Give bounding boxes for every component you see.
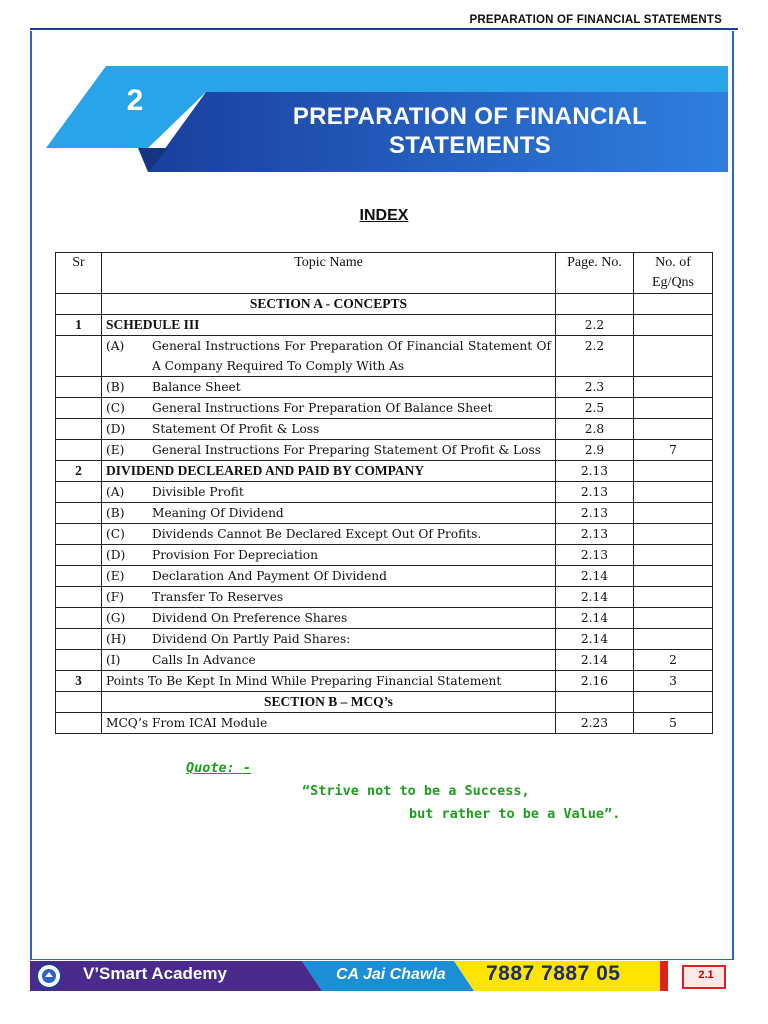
header-topic: Topic Name [102, 253, 556, 294]
table-row [56, 336, 713, 377]
row-text: Divisible Profit [152, 485, 244, 499]
row-count [634, 482, 713, 503]
row-page: 2.13 [556, 482, 634, 503]
row-page: 2.13 [556, 503, 634, 524]
chapter-title-line2: STATEMENTS [388, 132, 552, 159]
row-label: (H) [106, 632, 127, 646]
row-text: Transfer To Reserves [152, 590, 284, 604]
footer-red-strip [660, 961, 668, 991]
row-topic [102, 524, 556, 545]
running-header: PREPARATION OF FINANCIAL STATEMENTS [469, 14, 722, 26]
row-topic: SCHEDULE III [102, 315, 556, 336]
footer-phone: 7887 7887 05 [486, 962, 621, 985]
row-page: 2.16 [556, 671, 634, 692]
header-rule [30, 28, 738, 30]
row-topic [102, 545, 556, 566]
row-text: Meaning Of Dividend [152, 506, 284, 520]
row-topic [102, 482, 556, 503]
table-row [56, 566, 713, 587]
row-count [634, 377, 713, 398]
row-sr: 3 [56, 671, 102, 692]
table-row [56, 629, 713, 650]
academy-logo-icon [36, 963, 62, 989]
row-page: 2.13 [556, 545, 634, 566]
footer-brand: V’Smart Academy [83, 964, 227, 983]
quote-label: Quote: - [186, 760, 252, 776]
row-page: 2.14 [556, 587, 634, 608]
row-page: 2.14 [556, 566, 634, 587]
row-page: 2.14 [556, 608, 634, 629]
row-count [634, 587, 713, 608]
row-text: General Instructions For Preparation Of Financial Statement Of A Company Required To Comply With As [152, 339, 551, 373]
row-sr: 1 [56, 315, 102, 336]
row-topic [102, 629, 556, 650]
table-row [56, 524, 713, 545]
row-page: 2.14 [556, 629, 634, 650]
row-text: Calls In Advance [152, 653, 256, 667]
section-b-title: SECTION B – MCQ’s [102, 692, 556, 713]
row-text: General Instructions For Preparation Of Balance Sheet [152, 401, 493, 415]
row-page: 2.13 [556, 461, 634, 482]
row-count: 2 [634, 650, 713, 671]
row-topic: DIVIDEND DECLEARED AND PAID BY COMPANY [102, 461, 556, 482]
row-topic: MCQ’s From ICAI Module [102, 713, 556, 734]
header-count-line2: Eg/Qns [652, 275, 694, 290]
table-row [56, 545, 713, 566]
section-row [56, 692, 713, 713]
row-sr: 2 [56, 461, 102, 482]
header-page: Page. No. [556, 253, 634, 294]
table-row [56, 419, 713, 440]
row-label: (C) [106, 527, 125, 541]
row-label: (B) [106, 380, 125, 394]
row-page: 2.9 [556, 440, 634, 461]
row-count [634, 398, 713, 419]
table-row [56, 377, 713, 398]
quote-line1: “Strive not to be a Success, [302, 783, 530, 799]
section-row [56, 294, 713, 315]
table-row [56, 482, 713, 503]
row-text: Provision For Depreciation [152, 548, 318, 562]
row-count [634, 629, 713, 650]
row-label: (D) [106, 548, 126, 562]
row-count: 7 [634, 440, 713, 461]
section-a-title: SECTION A - CONCEPTS [102, 294, 556, 315]
row-topic [102, 608, 556, 629]
row-label: (G) [106, 611, 126, 625]
row-topic [102, 419, 556, 440]
table-row [56, 671, 713, 692]
row-count [634, 566, 713, 587]
row-text: Balance Sheet [152, 380, 241, 394]
row-label: (C) [106, 401, 125, 415]
row-page: 2.13 [556, 524, 634, 545]
row-count [634, 503, 713, 524]
row-label: (F) [106, 590, 124, 604]
row-count [634, 419, 713, 440]
table-row [56, 650, 713, 671]
row-text: Dividend On Preference Shares [152, 611, 348, 625]
table-row [56, 398, 713, 419]
row-count [634, 545, 713, 566]
schedule-iii-subtopics [56, 336, 713, 461]
row-label: (E) [106, 443, 125, 457]
row-topic [102, 336, 556, 377]
row-text: Statement Of Profit & Loss [152, 422, 320, 436]
row-label: (B) [106, 506, 125, 520]
header-sr: Sr [56, 253, 102, 294]
row-page: 2.2 [556, 315, 634, 336]
row-topic [102, 398, 556, 419]
row-text: Declaration And Payment Of Dividend [152, 569, 387, 583]
page-number: 2.1 [698, 969, 714, 981]
index-heading: INDEX [359, 207, 409, 224]
chapter-title-line1: PREPARATION OF FINANCIAL [292, 103, 648, 130]
row-topic [102, 587, 556, 608]
row-page: 2.23 [556, 713, 634, 734]
row-text: General Instructions For Preparing Statement Of Profit & Loss [152, 443, 541, 457]
row-count: 5 [634, 713, 713, 734]
table-row [56, 713, 713, 734]
row-text: Dividend On Partly Paid Shares: [152, 632, 351, 646]
row-topic [102, 440, 556, 461]
row-topic [102, 566, 556, 587]
row-label: (A) [106, 485, 125, 499]
table-row [56, 315, 713, 336]
row-count [634, 336, 713, 377]
table-row [56, 440, 713, 461]
row-page: 2.8 [556, 419, 634, 440]
row-label: (A) [106, 339, 125, 353]
row-label: (D) [106, 422, 126, 436]
row-text: Dividends Cannot Be Declared Except Out Of Profits. [152, 527, 482, 541]
footer-author: CA Jai Chawla [336, 966, 446, 983]
row-page: 2.5 [556, 398, 634, 419]
row-label: (I) [106, 653, 121, 667]
table-row [56, 503, 713, 524]
row-label: (E) [106, 569, 125, 583]
row-count [634, 608, 713, 629]
chapter-title [220, 102, 720, 160]
row-page: 2.14 [556, 650, 634, 671]
row-count: 3 [634, 671, 713, 692]
table-row [56, 461, 713, 482]
row-topic: Points To Be Kept In Mind While Preparing Financial Statement [102, 671, 556, 692]
row-page: 2.3 [556, 377, 634, 398]
dividend-subtopics [56, 482, 713, 671]
quote-line2: but rather to be a Value”. [409, 806, 621, 822]
header-count [634, 253, 713, 294]
table-row [56, 608, 713, 629]
chapter-number: 2 [126, 84, 144, 117]
table-row [56, 587, 713, 608]
row-page: 2.2 [556, 336, 634, 377]
row-topic [102, 503, 556, 524]
table-header-row [56, 253, 713, 294]
row-count [634, 524, 713, 545]
header-count-line1: No. of [655, 255, 691, 270]
row-topic [102, 650, 556, 671]
index-table [55, 252, 713, 734]
row-topic [102, 377, 556, 398]
